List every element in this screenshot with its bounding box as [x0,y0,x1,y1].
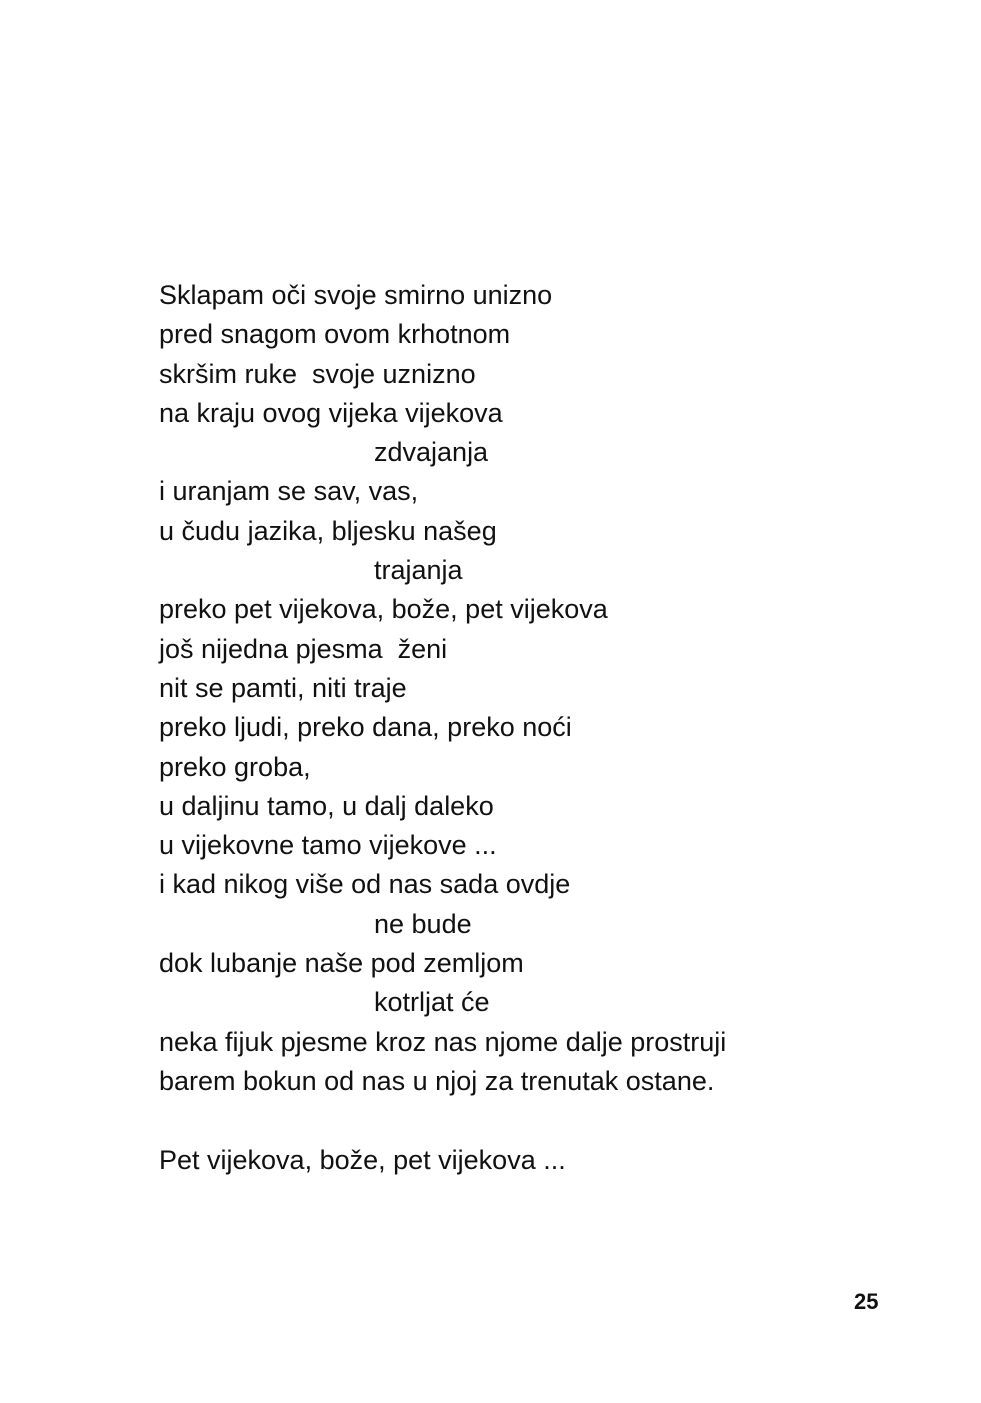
poem-line: i uranjam se sav, vas, [159,476,419,507]
poem-line: dok lubanje naše pod zemljom [159,948,524,979]
poem-line: preko pet vijekova, bože, pet vijekova [159,594,608,625]
poem-closing-line: Pet vijekova, bože, pet vijekova ... [159,1144,566,1175]
poem-line-indented: zdvajanja [374,437,489,468]
stanza-break [159,1101,919,1140]
poem-line-indented: ne bude [374,908,472,939]
poem-line: Sklapam oči svoje smirno unizno [159,280,553,310]
poem-line: preko groba, [159,751,311,782]
poem-line-indented: kotrljat će [374,987,490,1018]
poem-line: neka fijuk pjesme kroz nas njome dalje prostruji [159,1026,727,1057]
poem-line: preko ljudi, preko dana, preko noći [159,712,572,743]
poem-line-indented: trajanja [374,555,463,586]
poem-line: u daljinu tamo, u dalj daleko [159,790,494,821]
poem-line: i kad nikog više od nas sada ovdje [159,869,571,900]
poem-line: pred snagom ovom krhotnom [159,319,511,350]
poem-line: u vijekovne tamo vijekove ... [159,830,497,861]
poem-line: na kraju ovog vijeka vijekova [159,397,503,428]
poem-line: još nijedna pjesma ženi [159,633,448,664]
poem-line: skršim ruke svoje uznizno [159,358,476,389]
page-number: 25 [854,1289,879,1314]
poem [159,276,919,1180]
poem-line: nit se pamti, niti traje [159,672,407,703]
poem-line: u čudu jazika, bljesku našeg [159,515,497,546]
poem-line: barem bokun od nas u njoj za trenutak ostane. [159,1065,715,1096]
